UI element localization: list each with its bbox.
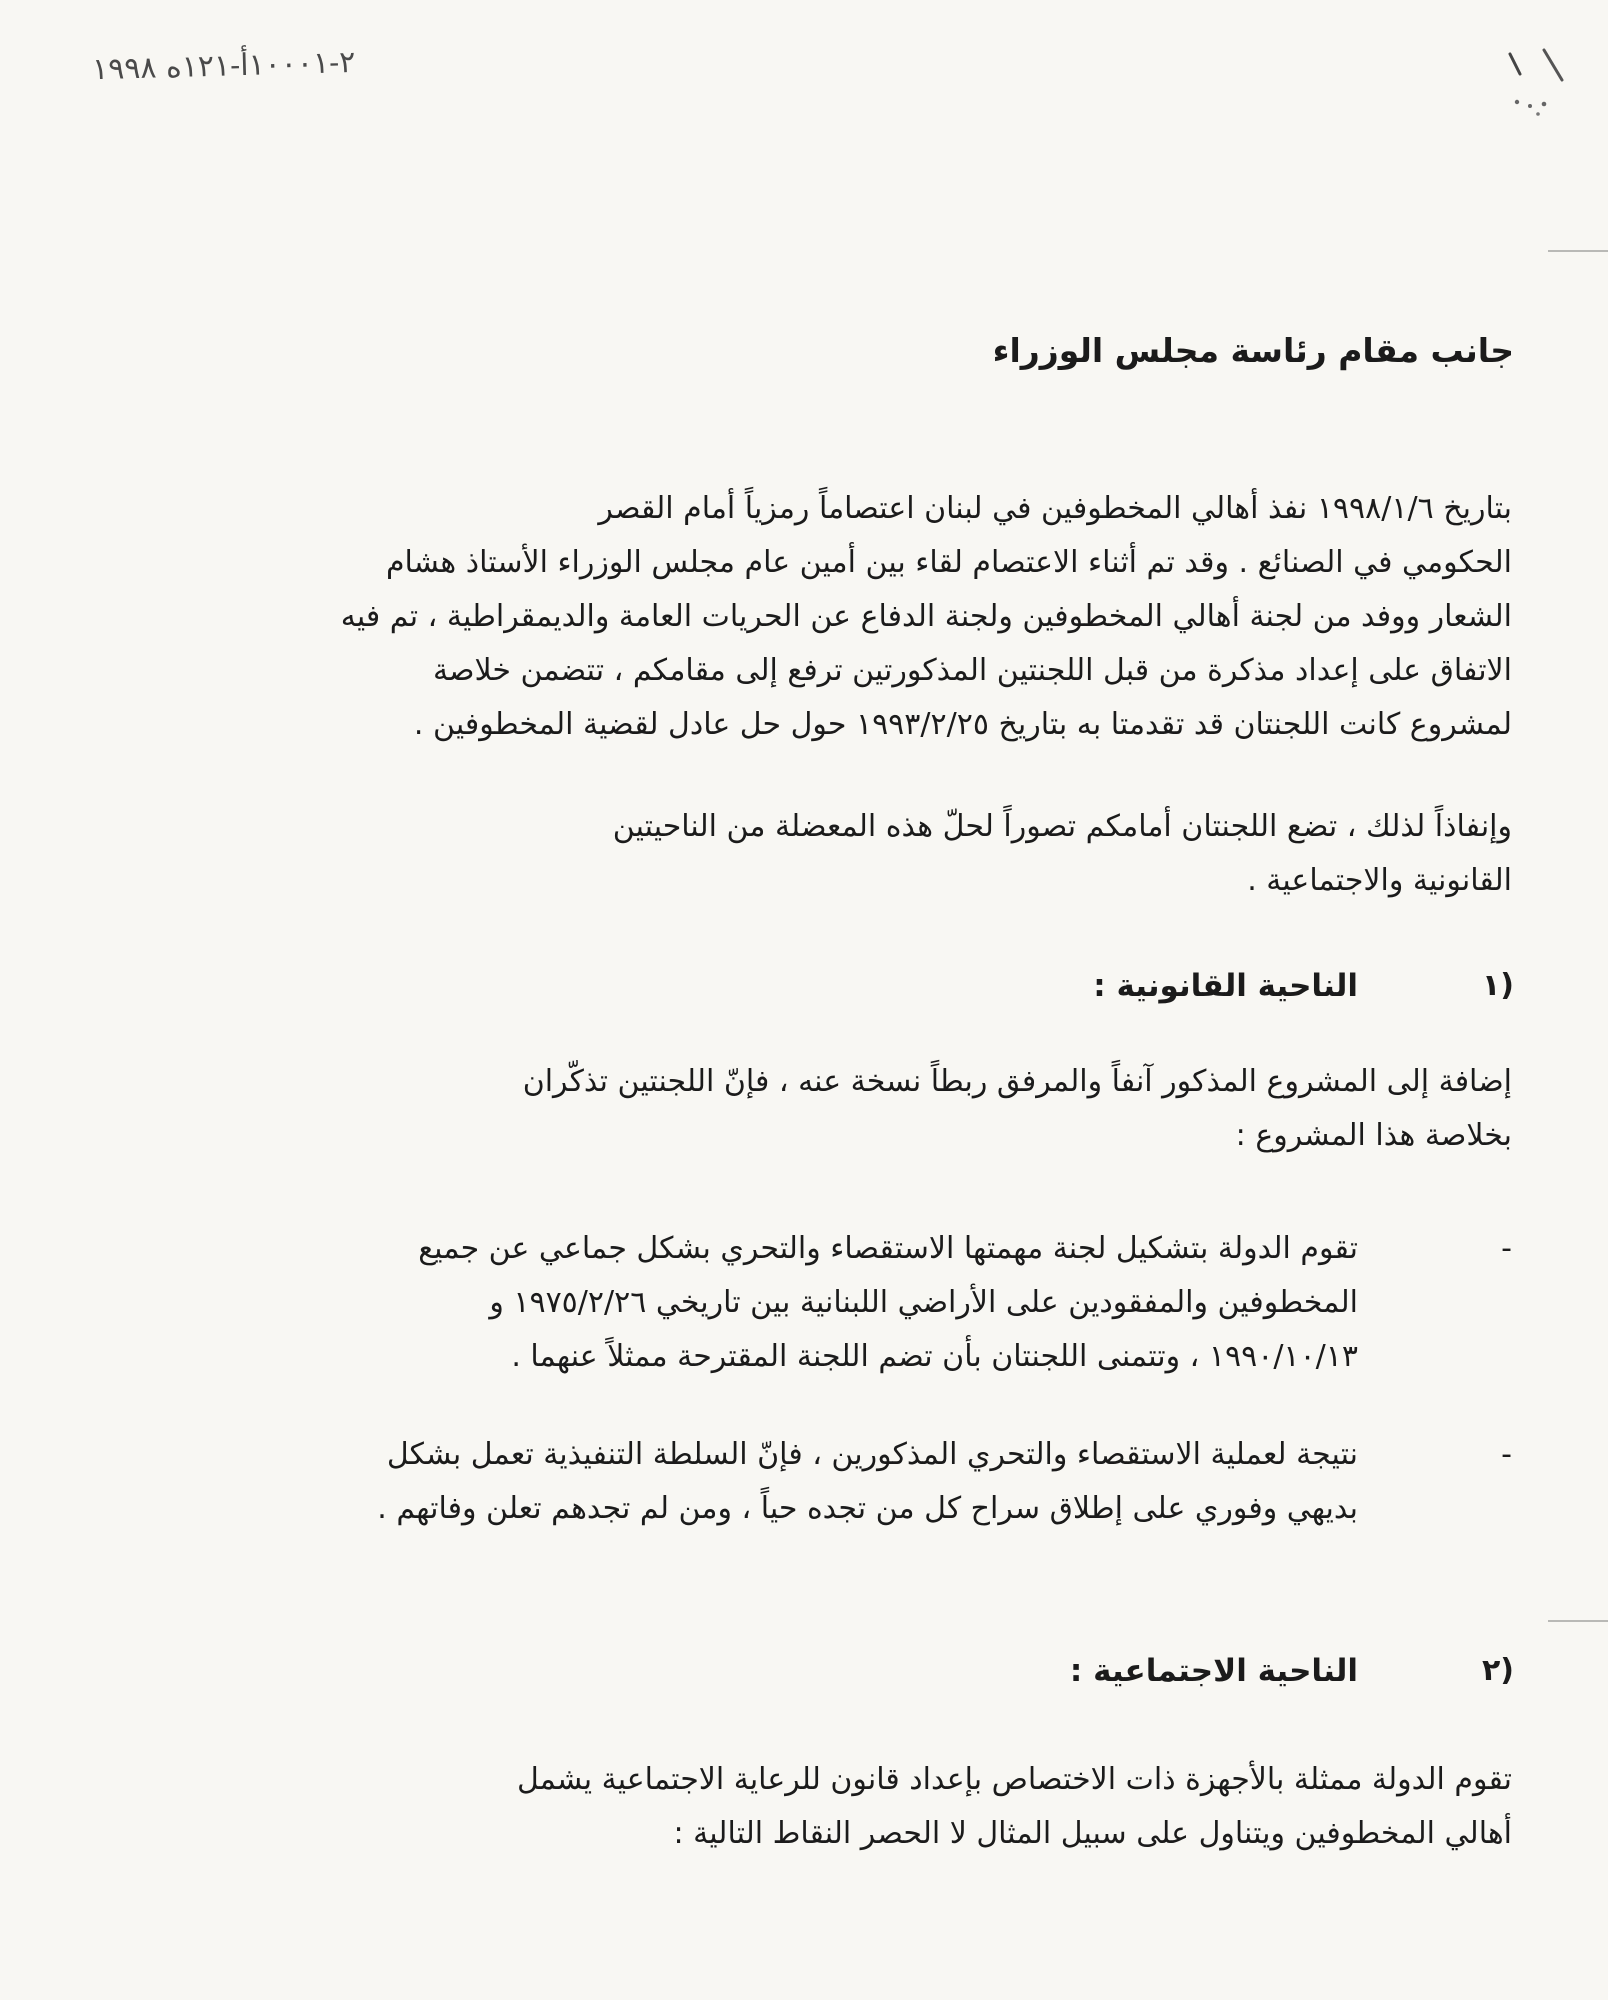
bullet-mark: -	[1501, 1437, 1512, 1472]
page-edge-mark-bottom	[1548, 1620, 1608, 1622]
bullet-item	[158, 1428, 1358, 1536]
paragraph-line: بتاريخ ١٩٩٨/١/٦ نفذ أهالي المخطوفين في لبنان اعتصاماً رمزياً أمام القصر	[598, 491, 1512, 526]
paragraph-line: بخلاصة هذا المشروع :	[1235, 1118, 1512, 1153]
bullet-item	[158, 1222, 1358, 1384]
paragraph-line: أهالي المخطوفين ويتناول على سبيل المثال لا الحصر النقاط التالية :	[673, 1816, 1512, 1851]
section-number-social: ٢)	[1481, 1653, 1514, 1688]
section-title-legal: الناحية القانونية :	[1093, 968, 1358, 1004]
legal-paragraph	[92, 1055, 1512, 1163]
paragraph-line: القانونية والاجتماعية .	[1247, 863, 1512, 898]
social-paragraph	[92, 1753, 1512, 1861]
section-title-social: الناحية الاجتماعية :	[1069, 1653, 1358, 1689]
purpose-paragraph	[92, 800, 1512, 908]
paragraph-line: لمشروع كانت اللجنتان قد تقدمتا به بتاريخ ١٩٩٣/٢/٢٥ حول حل عادل لقضية المخطوفين .	[413, 707, 1512, 742]
bullet-line: نتيجة لعملية الاستقصاء والتحري المذكورين ، فإنّ السلطة التنفيذية تعمل بشكل	[386, 1437, 1358, 1472]
paragraph-line: الاتفاق على إعداد مذكرة من قبل اللجنتين المذكورتين ترفع إلى مقامكم ، تتضمن خلاصة	[432, 653, 1512, 688]
bullet-line: المخطوفين والمفقودين على الأراضي اللبنانية بين تاريخي ١٩٧٥/٢/٢٦ و	[489, 1285, 1358, 1320]
handwritten-reference: ٢-١٠٠٠١أ-١٢١ه ١٩٩٨	[91, 44, 356, 88]
section-number-legal: ١)	[1481, 968, 1514, 1003]
paragraph-line: إضافة إلى المشروع المذكور آنفاً والمرفق ربطاً نسخة عنه ، فإنّ اللجنتين تذكّران	[522, 1064, 1512, 1099]
paragraph-line: وإنفاذاً لذلك ، تضع اللجنتان أمامكم تصوراً لحلّ هذه المعضلة من الناحيتين	[612, 809, 1512, 844]
paragraph-line: الشعار ووفد من لجنة أهالي المخطوفين ولجنة الدفاع عن الحريات العامة والديمقراطية ، تم فيه	[340, 599, 1512, 634]
page-edge-mark-top	[1548, 250, 1608, 252]
corner-marks	[1492, 40, 1572, 140]
document-heading: جانب مقام رئاسة مجلس الوزراء	[992, 331, 1514, 370]
paragraph-line: الحكومي في الصنائع . وقد تم أثناء الاعتصام لقاء بين أمين عام مجلس الوزراء الأستاذ هشام	[385, 545, 1512, 580]
opening-paragraph	[92, 482, 1512, 752]
bullet-line: بديهي وفوري على إطلاق سراح كل من تجده حياً ، ومن لم تجدهم تعلن وفاتهم .	[377, 1491, 1358, 1526]
bullet-line: ١٩٩٠/١٠/١٣ ، وتتمنى اللجنتان بأن تضم اللجنة المقترحة ممثلاً عنهما .	[511, 1339, 1358, 1374]
bullet-line: تقوم الدولة بتشكيل لجنة مهمتها الاستقصاء والتحري بشكل جماعي عن جميع	[418, 1231, 1358, 1266]
bullet-mark: -	[1501, 1231, 1512, 1266]
paragraph-line: تقوم الدولة ممثلة بالأجهزة ذات الاختصاص بإعداد قانون للرعاية الاجتماعية يشمل	[516, 1762, 1512, 1797]
corner-marks-icon	[1492, 40, 1572, 140]
